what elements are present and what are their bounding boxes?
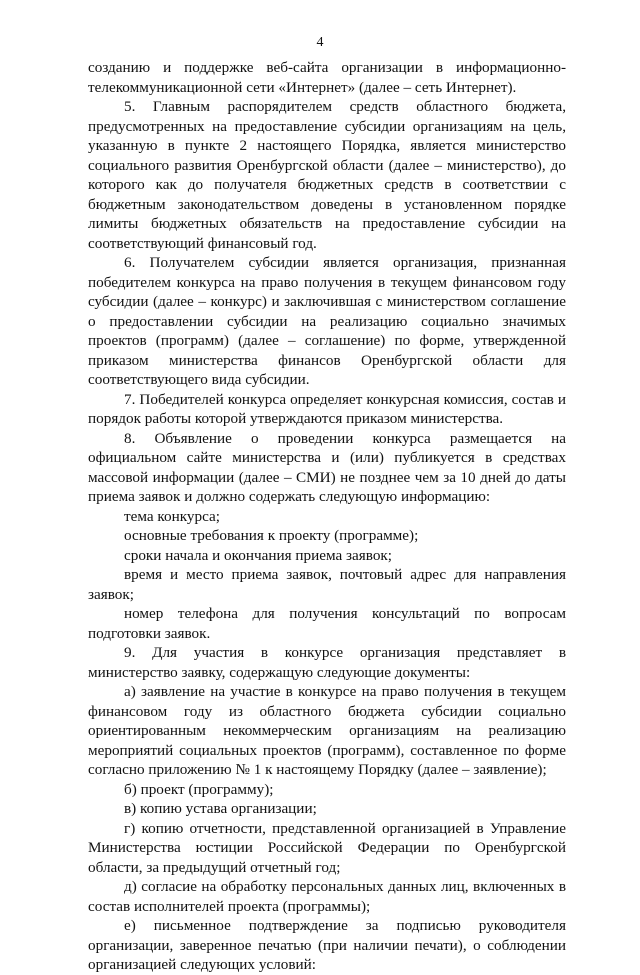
paragraph-8: 8. Объявление о проведении конкурса размещается на официальном сайте министерства и (или) публикуется в средствах массовой информации (далее – СМИ) не позднее чем за 10 дней до даты приема заявок и должно содержать следующую информацию: [88, 429, 566, 505]
list-item-v: в) копию устава организации; [124, 800, 317, 817]
list-item-application-dates: сроки начала и окончания приема заявок; [124, 546, 393, 564]
list-item-g: г) копию отчетности, представленной организацией в Управление Министерства юстиции Российской Федерации по Оренбургской области, за предыдущий отчетный год; [88, 819, 566, 876]
paragraph-7: 7. Победителей конкурса определяет конкурсная комиссия, состав и порядок работы которой утверждаются приказом министерства. [88, 390, 566, 427]
page-number: 4 [316, 35, 324, 50]
list-item-b: б) проект (программу); [124, 780, 274, 798]
list-item-project-requirements: основные требования к проекту (программе); [124, 527, 419, 544]
paragraph-5: 5. Главным распорядителем средств областного бюджета, предусмотренных на предоставление субсидии организациям на цель, указанную в пункте 2 настоящего Порядка, является министерство социального развития Оренбургской области (далее – министерство), до которого как до получателя бюджетных средств в соответствии с бюджетным законодательством доведены в установленном порядке лимиты бюджетных обязательств на предоставление субсидии на соответствующий финансовый год. [88, 98, 566, 252]
list-item-contest-topic: тема конкурса; [124, 507, 220, 525]
paragraph-9: 9. Для участия в конкурсе организация представляет в министерство заявку, содержащую следующие документы: [88, 644, 566, 681]
list-item-a: а) заявление на участие в конкурсе на право получения в текущем финансовом году из областного бюджета субсидии социально ориентированным некоммерческим организациям на реализацию мероприятий социальных проектов (программ), составленное по форме согласно приложению № 1 к настоящему Порядку (далее – заявление); [88, 683, 566, 778]
list-item-application-place: время и место приема заявок, почтовый адрес для направления заявок; [88, 566, 566, 603]
paragraph-continuation: созданию и поддержке веб-сайта организации в информационно-телекоммуникационной сети «Интернет» (далее – сеть Интернет). [88, 59, 566, 96]
list-item-e: е) письменное подтверждение за подписью руководителя организации, заверенное печатью (при наличии печати), о соблюдении организацией следующих условий: [88, 917, 566, 973]
document-body [88, 58, 566, 975]
list-item-phone-number: номер телефона для получения консультаций по вопросам подготовки заявок. [88, 605, 566, 642]
paragraph-6: 6. Получателем субсидии является организация, признанная победителем конкурса на право получения в текущем финансовом году субсидии (далее – конкурс) и заключившая с министерством соглашение о предоставлении субсидии на реализацию социально значимых проектов (программ) (далее – соглашение) по форме, утвержденной приказом министерства финансов Оренбургской области для соответствующего вида субсидии. [88, 254, 566, 388]
list-item-d: д) согласие на обработку персональных данных лиц, включенных в состав исполнителей проекта (программы); [88, 878, 566, 915]
